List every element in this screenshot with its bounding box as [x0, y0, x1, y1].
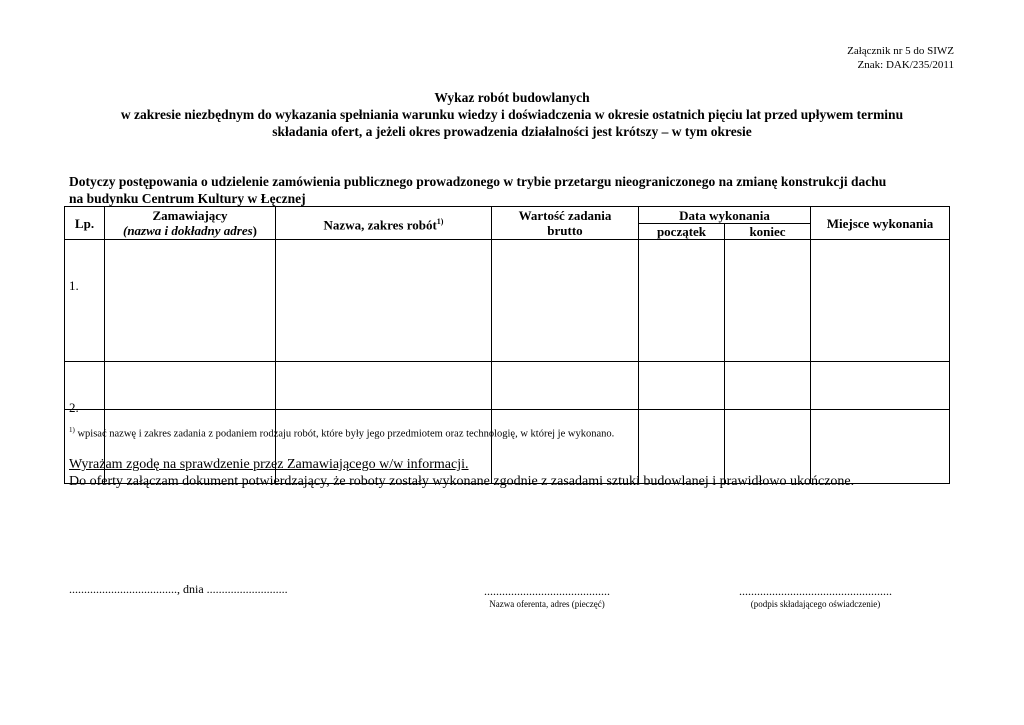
attachment-label: Załącznik nr 5 do SIWZ — [847, 45, 954, 57]
signer-signature-line[interactable]: ................................................... — [739, 584, 892, 598]
header-client-subtitle-end: ) — [252, 223, 257, 238]
row-number: 2. — [65, 362, 105, 484]
header-lp: Lp. — [65, 207, 105, 240]
bidder-signature-label: Nazwa oferenta, adres (pieczęć) — [489, 599, 605, 609]
header-work-name-footnote: 1) — [436, 216, 444, 226]
cell-date-start[interactable] — [639, 240, 725, 362]
header-value-line1: Wartość zadania — [518, 208, 612, 223]
place-date-field[interactable]: ...................................., dnia ........................... — [69, 582, 288, 596]
header-value-line2: brutto — [547, 223, 583, 238]
reference-number: Znak: DAK/235/2011 — [857, 59, 954, 71]
header-date-end: koniec — [725, 224, 811, 240]
header-client-subtitle: (nazwa i dokładny adres — [123, 223, 253, 238]
bidder-signature-block — [462, 584, 632, 609]
attachment-statement: Do oferty załączam dokument potwierdzający, że roboty zostały wykonane zgodnie z zasadami sztuki budowlanej i prawidłowo ukończone. — [69, 474, 855, 489]
header-client-title: Zamawiający — [152, 208, 228, 223]
header-work-name-label: Nazwa, zakres robót — [323, 217, 437, 233]
cell-date-end[interactable] — [725, 240, 811, 362]
header-date: Data wykonania — [639, 207, 811, 224]
cell-value[interactable] — [492, 240, 639, 362]
table-bottom-rule — [64, 409, 949, 410]
document-subtitle-line1: w zakresie niezbędnym do wykazania spełniania warunku wiedzy i doświadczenia w okresie ostatnich pięciu lat przed upływem terminu — [120, 107, 904, 122]
row-number: 1. — [65, 240, 105, 362]
header-client — [105, 207, 276, 240]
header-date-start: początek — [639, 224, 725, 240]
bidder-signature-line[interactable]: .......................................... — [484, 584, 610, 598]
consent-block — [69, 456, 854, 490]
header-place: Miejsce wykonania — [811, 207, 950, 240]
footnote-text: wpisać nazwę i zakres zadania z podaniem rodzaju robót, które były jego przedmiotem oraz technologię, w której je wykonano. — [77, 428, 615, 440]
signer-signature-block — [728, 584, 903, 609]
header-work-name — [276, 207, 492, 240]
document-title: Wykaz robót budowlanych — [434, 90, 590, 105]
subject-line1: Dotyczy postępowania o udzielenie zamówienia publicznego prowadzonego w trybie przetargu nieograniczonego na zmianę konstrukcji dachu — [69, 174, 887, 189]
cell-client[interactable] — [105, 240, 276, 362]
works-table — [64, 206, 950, 484]
consent-statement: Wyrażam zgodę na sprawdzenie przez Zamawiającego w/w informacji. — [69, 457, 469, 472]
footnote — [69, 426, 614, 440]
subject-line2: na budynku Centrum Kultury w Łęcznej — [69, 191, 306, 206]
signer-signature-label: (podpis składającego oświadczenie) — [750, 599, 881, 609]
cell-work-name[interactable] — [276, 240, 492, 362]
cell-place[interactable] — [811, 240, 950, 362]
footnote-marker: 1) — [69, 426, 75, 434]
document-subtitle-line2: składania ofert, a jeżeli okres prowadzenia działalności jest krótszy – w tym okresie — [272, 124, 752, 139]
header-value — [492, 207, 639, 240]
table-row — [65, 240, 950, 362]
